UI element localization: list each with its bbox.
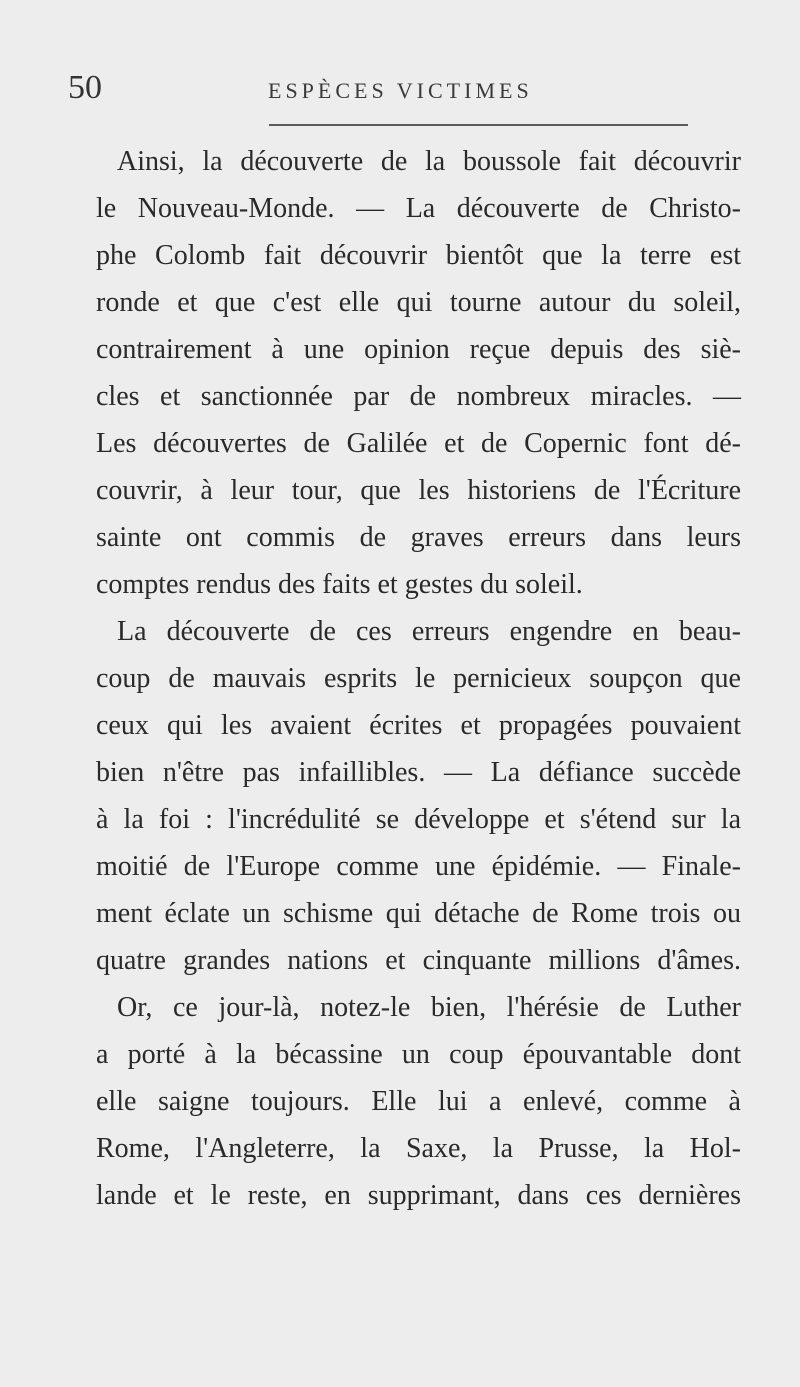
text-line: La découverte de ces erreurs engendre en beau- bbox=[117, 616, 741, 647]
text-line: ceux qui les avaient écrites et propagées pouvaient bbox=[96, 710, 741, 741]
text-line: sainte ont commis de graves erreurs dans leurs bbox=[96, 522, 741, 553]
text-line: Rome, l'Angleterre, la Saxe, la Prusse, la Hol- bbox=[96, 1133, 741, 1164]
running-title: ESPÈCES VICTIMES bbox=[268, 78, 533, 103]
text-line: cles et sanctionnée par de nombreux miracles. — bbox=[96, 381, 741, 412]
text-line: comptes rendus des faits et gestes du soleil. bbox=[96, 569, 583, 600]
text-line: elle saigne toujours. Elle lui a enlevé, comme à bbox=[96, 1086, 741, 1117]
text-line: phe Colomb fait découvrir bientôt que la terre est bbox=[96, 240, 741, 271]
text-line: contrairement à une opinion reçue depuis des siè- bbox=[96, 334, 741, 365]
text-line: Or, ce jour-là, notez-le bien, l'hérésie de Luther bbox=[117, 992, 741, 1023]
text-line: quatre grandes nations et cinquante millions d'âmes. bbox=[96, 945, 741, 976]
text-line: coup de mauvais esprits le pernicieux soupçon que bbox=[96, 663, 741, 694]
text-line: Ainsi, la découverte de la boussole fait découvrir bbox=[117, 146, 741, 177]
text-line: a porté à la bécassine un coup épouvantable dont bbox=[96, 1039, 741, 1070]
text-line: à la foi : l'incrédulité se développe et s'étend sur la bbox=[96, 804, 741, 835]
text-line: couvrir, à leur tour, que les historiens de l'Écriture bbox=[96, 475, 741, 506]
text-line: le Nouveau-Monde. — La découverte de Christo- bbox=[96, 193, 741, 224]
text-line: ronde et que c'est elle qui tourne autour du soleil, bbox=[96, 287, 741, 318]
text-line: lande et le reste, en supprimant, dans ces dernières bbox=[96, 1180, 741, 1211]
text-line: ment éclate un schisme qui détache de Rome trois ou bbox=[96, 898, 741, 929]
page-number: 50 bbox=[68, 69, 102, 106]
text-line: moitié de l'Europe comme une épidémie. — Finale- bbox=[96, 851, 741, 882]
text-line: bien n'être pas infaillibles. — La défiance succède bbox=[96, 757, 741, 788]
text-line: Les découvertes de Galilée et de Copernic font dé- bbox=[96, 428, 741, 459]
